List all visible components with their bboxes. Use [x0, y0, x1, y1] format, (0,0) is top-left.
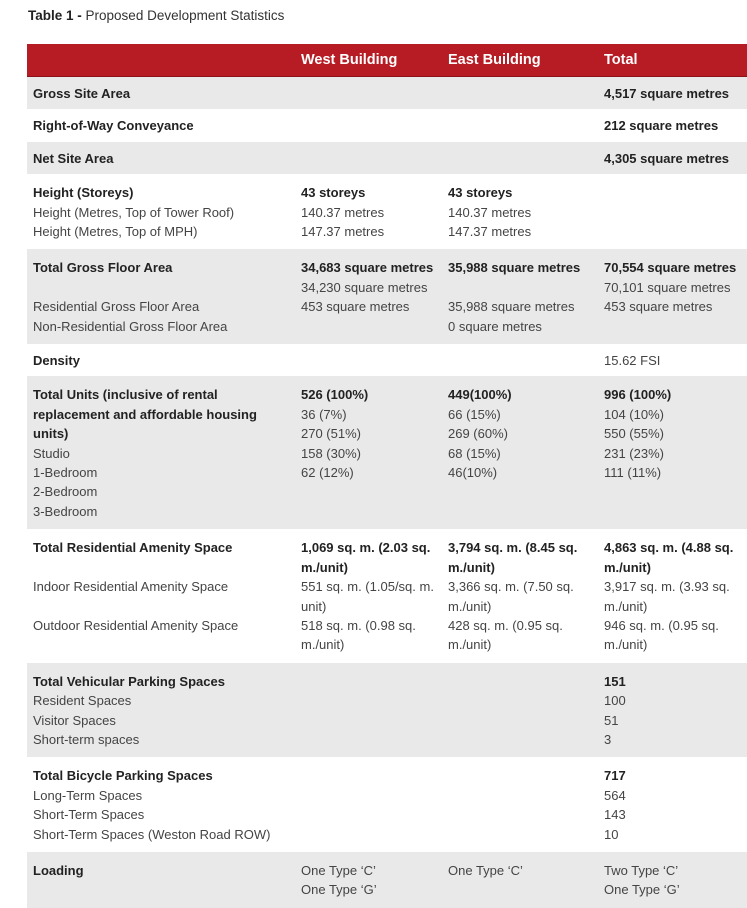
total-cell [598, 344, 747, 376]
row-sublabel: Residential Gross Floor Area [33, 299, 200, 315]
total-cell [598, 174, 747, 249]
cell-value: 43 storeys [448, 185, 513, 201]
cell-value: 269 (60%) [448, 426, 508, 442]
cell-value: 270 (51%) [301, 426, 361, 442]
row-sublabel: 3-Bedroom [33, 503, 98, 519]
west-cell [295, 344, 442, 376]
cell-value: 70,554 square metres [604, 260, 737, 276]
cell-value: 3 [604, 731, 612, 747]
cell-value: 147.37 metres [448, 224, 532, 240]
table-caption-title: Proposed Development Statistics [85, 8, 285, 23]
table-row [27, 109, 747, 141]
row-label-cell [27, 344, 295, 376]
east-cell [442, 249, 598, 344]
west-cell [295, 142, 442, 174]
row-label-cell [27, 663, 295, 758]
row-sublabel: Height (Metres, Top of Tower Roof) [33, 204, 235, 220]
east-cell [442, 529, 598, 662]
total-cell [598, 852, 747, 908]
row-label: Total Bicycle Parking Spaces [33, 768, 213, 784]
cell-value: 111 (11%) [604, 465, 662, 481]
table-row [27, 852, 747, 908]
cell-value: 70,101 square metres [604, 279, 731, 295]
cell-value: One Type ‘C’ [448, 862, 523, 878]
row-sublabel: Non-Residential Gross Floor Area [33, 318, 228, 334]
cell-value: 3,917 sq. m. (3.93 sq. m./unit) [604, 579, 730, 614]
row-label: Total Residential Amenity Space [33, 540, 233, 556]
row-sublabel: Height (Metres, Top of MPH) [33, 224, 198, 240]
header-blank [27, 44, 295, 77]
total-cell [598, 376, 747, 529]
cell-value: 564 [604, 787, 626, 803]
row-label: Height (Storeys) [33, 185, 134, 201]
row-sublabel: Outdoor Residential Amenity Space [33, 617, 239, 633]
cell-value: 3,794 sq. m. (8.45 sq. m./unit) [448, 540, 578, 575]
cell-value: 428 sq. m. (0.95 sq. m./unit) [448, 617, 563, 653]
table-row [27, 344, 747, 376]
table-row [27, 663, 747, 758]
row-label-cell [27, 109, 295, 141]
table-row [27, 529, 747, 662]
cell-value: 10 [604, 826, 619, 842]
cell-value: 231 (23%) [604, 445, 664, 461]
west-cell [295, 249, 442, 344]
total-cell [598, 757, 747, 852]
cell-value: 518 sq. m. (0.98 sq. m./unit) [301, 617, 416, 653]
east-cell [442, 109, 598, 141]
cell-value: 4,863 sq. m. (4.88 sq. m./unit) [604, 540, 734, 575]
table-caption [28, 8, 284, 23]
table-row [27, 249, 747, 344]
cell-value: 43 storeys [301, 185, 366, 201]
cell-value: 1,069 sq. m. (2.03 sq. m./unit) [301, 540, 431, 575]
cell-value: One Type ‘G’ [604, 882, 680, 898]
cell-value: 34,230 square metres [301, 279, 428, 295]
total-cell [598, 77, 747, 110]
row-label-cell [27, 376, 295, 529]
cell-value: 35,988 square metres [448, 260, 581, 276]
row-sublabel: Resident Spaces [33, 693, 132, 709]
east-cell [442, 142, 598, 174]
cell-value: 550 (55%) [604, 426, 664, 442]
total-cell [598, 663, 747, 758]
row-label: Right-of-Way Conveyance [33, 118, 194, 134]
cell-value: 147.37 metres [301, 224, 385, 240]
east-cell [442, 663, 598, 758]
west-cell [295, 109, 442, 141]
row-label: Net Site Area [33, 150, 114, 166]
cell-value: 717 [604, 768, 626, 784]
west-cell [295, 757, 442, 852]
cell-value: 46(10%) [448, 465, 498, 481]
cell-value: 526 (100%) [301, 387, 369, 403]
cell-value: 62 (12%) [301, 465, 354, 481]
table-caption-label: Table 1 - [28, 8, 82, 23]
row-sublabel: Short-Term Spaces [33, 807, 145, 823]
west-cell [295, 663, 442, 758]
row-label-cell [27, 174, 295, 249]
header-west-building: West Building [295, 44, 442, 77]
cell-value: Two Type ‘C’ [604, 862, 679, 878]
total-cell [598, 109, 747, 141]
west-cell [295, 174, 442, 249]
table-row [27, 757, 747, 852]
east-cell [442, 757, 598, 852]
cell-value: 100 [604, 693, 626, 709]
cell-value: 3,366 sq. m. (7.50 sq. m./unit) [448, 579, 574, 614]
cell-value: 158 (30%) [301, 445, 361, 461]
east-cell [442, 852, 598, 908]
row-label-cell [27, 757, 295, 852]
row-sublabel: Studio [33, 445, 70, 461]
row-label: Loading [33, 862, 84, 878]
cell-value: 212 square metres [604, 118, 719, 134]
total-cell [598, 249, 747, 344]
west-cell [295, 77, 442, 110]
table-row [27, 77, 747, 110]
east-cell [442, 344, 598, 376]
row-label-cell [27, 852, 295, 908]
row-sublabel: Short-Term Spaces (Weston Road ROW) [33, 826, 271, 842]
cell-value: 51 [604, 712, 619, 728]
cell-value: 35,988 square metres [448, 299, 575, 315]
row-label-cell [27, 249, 295, 344]
header-total: Total [598, 44, 747, 77]
row-label: Total Units (inclusive of rental replacement and affordable housing units) [33, 387, 257, 442]
cell-value: 15.62 FSI [604, 353, 661, 369]
cell-value: 151 [604, 673, 626, 689]
cell-value: 34,683 square metres [301, 260, 434, 276]
row-label: Density [33, 353, 80, 369]
row-label-cell [27, 529, 295, 662]
cell-value: 143 [604, 807, 626, 823]
cell-value: 449(100%) [448, 387, 512, 403]
header-east-building: East Building [442, 44, 598, 77]
row-sublabel: 2-Bedroom [33, 484, 98, 500]
total-cell [598, 142, 747, 174]
table-row [27, 142, 747, 174]
cell-value: One Type ‘C’ [301, 862, 376, 878]
row-label-cell [27, 142, 295, 174]
west-cell [295, 529, 442, 662]
cell-value: 453 square metres [604, 299, 713, 315]
cell-value: 4,305 square metres [604, 150, 730, 166]
cell-value: 4,517 square metres [604, 86, 730, 101]
table-header-row [27, 44, 747, 77]
west-cell [295, 376, 442, 529]
row-label: Total Gross Floor Area [33, 260, 173, 276]
cell-value: 36 (7%) [301, 406, 347, 422]
table-row [27, 174, 747, 249]
row-label-cell [27, 77, 295, 110]
total-cell [598, 529, 747, 662]
cell-value: 996 (100%) [604, 387, 672, 403]
row-label: Gross Site Area [33, 86, 131, 101]
cell-value: 66 (15%) [448, 406, 501, 422]
east-cell [442, 77, 598, 110]
cell-value: 104 (10%) [604, 406, 664, 422]
cell-value: 68 (15%) [448, 445, 501, 461]
cell-value: 0 square metres [448, 318, 542, 334]
row-label: Total Vehicular Parking Spaces [33, 673, 225, 689]
cell-value: 453 square metres [301, 299, 410, 315]
row-sublabel: 1-Bedroom [33, 465, 98, 481]
cell-value: 140.37 metres [448, 204, 532, 220]
cell-value: 946 sq. m. (0.95 sq. m./unit) [604, 617, 719, 653]
table-row [27, 376, 747, 529]
cell-value: One Type ‘G’ [301, 882, 377, 898]
cell-value: 140.37 metres [301, 204, 385, 220]
row-sublabel: Short-term spaces [33, 731, 140, 747]
development-statistics-table [27, 44, 747, 908]
cell-value: 551 sq. m. (1.05/sq. m. unit) [301, 579, 434, 614]
west-cell [295, 852, 442, 908]
row-sublabel: Indoor Residential Amenity Space [33, 579, 229, 595]
east-cell [442, 174, 598, 249]
row-sublabel: Long-Term Spaces [33, 787, 143, 803]
row-sublabel: Visitor Spaces [33, 712, 116, 728]
east-cell [442, 376, 598, 529]
